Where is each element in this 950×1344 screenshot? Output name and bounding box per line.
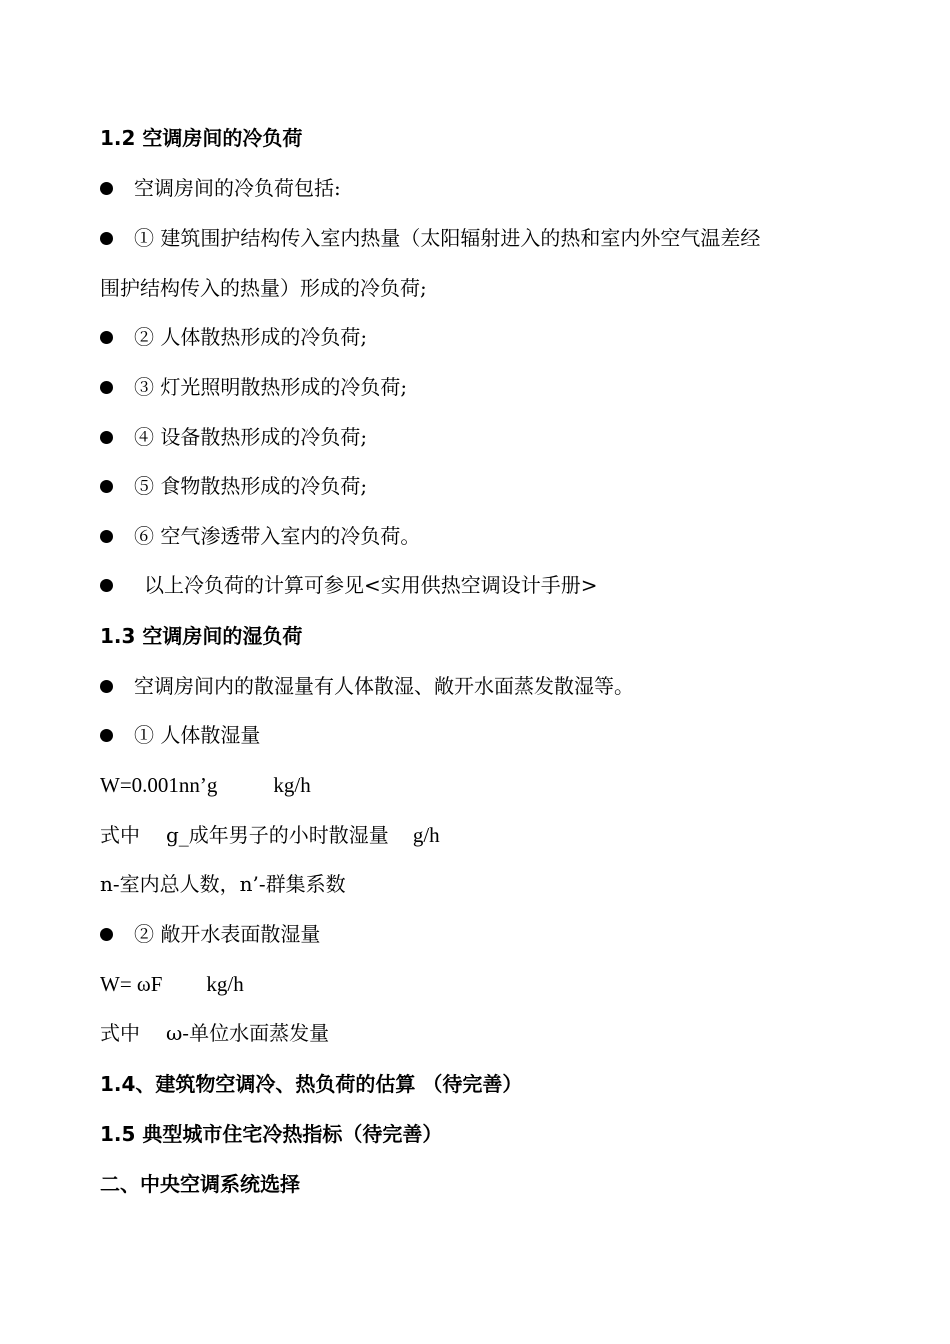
cooling-item-1-continuation: 围护结构传入的热量）形成的冷负荷; (100, 276, 427, 300)
bullet-cooling-item-6 (100, 522, 420, 550)
bullet-dot-icon (100, 232, 113, 245)
section-heading-1-5: 1.5 典型城市住宅冷热指标（待完善） (100, 1122, 443, 1146)
bullet-cooling-item-3 (100, 373, 407, 401)
formula-1-where (100, 821, 440, 849)
section-heading-1-2: 1.2 空调房间的冷负荷 (100, 126, 303, 150)
formula-expression: W= ωF (100, 972, 163, 996)
bullet-text: 空调房间内的散湿量有人体散湿、敞开水面蒸发散湿等。 (134, 674, 634, 698)
bullet-text: 以上冷负荷的计算可参见<实用供热空调设计手册> (144, 573, 598, 597)
formula-1 (100, 771, 311, 799)
bullet-text: ① 建筑围护结构传入室内热量（太阳辐射进入的热和室内外空气温差经 (134, 226, 761, 250)
bullet-text: ① 人体散湿量 (134, 723, 261, 747)
bullet-text: ③ 灯光照明散热形成的冷负荷; (134, 375, 408, 399)
bullet-text: 空调房间的冷负荷包括: (134, 176, 341, 200)
bullet-cooling-item-4 (100, 423, 367, 451)
bullet-dot-icon (100, 182, 113, 195)
bullet-dot-icon (100, 928, 113, 941)
bullet-dot-icon (100, 579, 113, 592)
bullet-dot-icon (100, 530, 113, 543)
section-heading-1-3: 1.3 空调房间的湿负荷 (100, 624, 303, 648)
formula-2-where (100, 1019, 329, 1047)
bullet-dot-icon (100, 331, 113, 344)
where-prefix: 式中 (100, 1021, 140, 1045)
bullet-cooling-intro (100, 174, 341, 202)
formula-unit: kg/h (206, 972, 244, 996)
bullet-cooling-reference (100, 571, 598, 599)
bullet-text: ④ 设备散热形成的冷负荷; (134, 425, 368, 449)
bullet-moist-item-2 (100, 920, 320, 948)
section-heading-1-4: 1.4、建筑物空调冷、热负荷的估算 （待完善） (100, 1072, 523, 1096)
where-description: g_成年男子的小时散湿量 (166, 823, 389, 847)
bullet-dot-icon (100, 680, 113, 693)
bullet-dot-icon (100, 431, 113, 444)
formula-1-variables: n-室内总人数，n’-群集系数 (100, 872, 346, 896)
bullet-dot-icon (100, 729, 113, 742)
bullet-cooling-item-5 (100, 472, 367, 500)
where-description: ω-单位水面蒸发量 (166, 1021, 330, 1045)
bullet-text: ② 人体散热形成的冷负荷; (134, 325, 368, 349)
bullet-cooling-item-1 (100, 224, 760, 252)
bullet-text: ⑥ 空气渗透带入室内的冷负荷。 (134, 524, 421, 548)
bullet-cooling-item-2 (100, 323, 367, 351)
section-heading-2: 二、中央空调系统选择 (100, 1172, 300, 1196)
bullet-text: ② 敞开水表面散湿量 (134, 922, 321, 946)
bullet-dot-icon (100, 381, 113, 394)
formula-2 (100, 970, 244, 998)
where-unit: g/h (412, 823, 440, 847)
where-prefix: 式中 (100, 823, 140, 847)
bullet-moist-intro (100, 672, 634, 700)
formula-expression: W=0.001nn’g (100, 773, 218, 797)
formula-unit: kg/h (273, 773, 311, 797)
bullet-dot-icon (100, 480, 113, 493)
bullet-moist-item-1 (100, 721, 260, 749)
bullet-text: ⑤ 食物散热形成的冷负荷; (134, 474, 368, 498)
